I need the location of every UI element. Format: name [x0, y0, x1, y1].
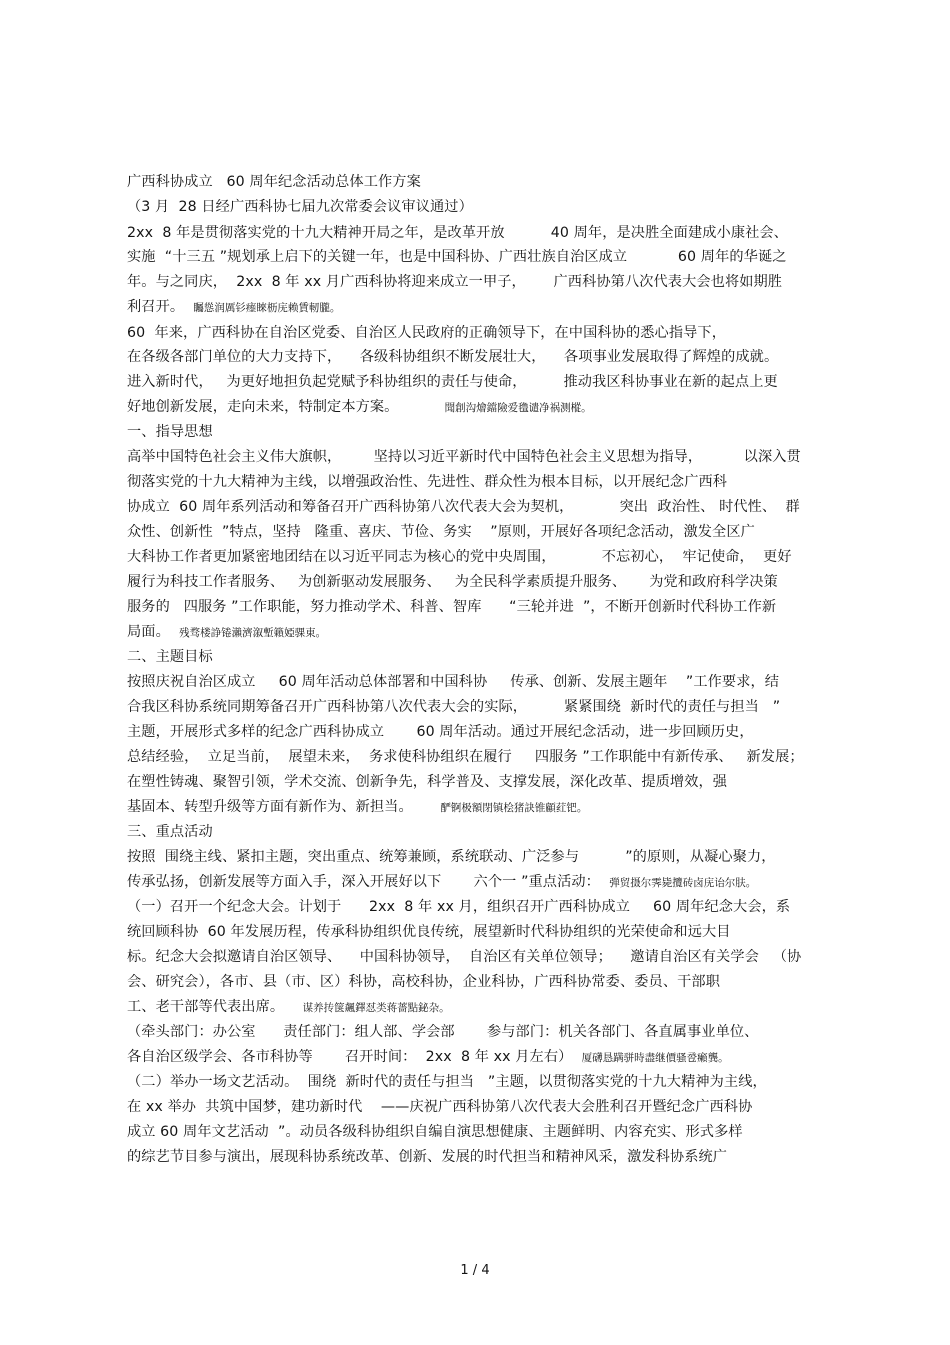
garbled-text: 残骛楼諍锩瀨濟溆塹籟婭骒東。	[179, 627, 327, 639]
paragraph-line: 实施 “十三五 ”规划承上启下的关键一年，也是中国科协、广西壮族自治区成立 60 周年的华诞之	[127, 249, 787, 265]
paragraph-line: 按照 围绕主线、紧扣主题，突出重点、统筹兼顾，系统联动、广泛参与 ”的原则，从凝心聚力，	[127, 849, 776, 865]
paragraph-line: 2xx 8 年是贯彻落实党的十九大精神开局之年，是改革开放 40 周年，是决胜全面建成小康社会、	[127, 225, 788, 241]
paragraph-line: 标。纪念大会拟邀请自治区领导、 中国科协领导， 自治区有关单位领导； 邀请自治区有关学会 （协	[127, 949, 802, 965]
paragraph-text: 传承弘扬，创新发展等方面入手，深入开展好以下 六个一 ”重点活动：	[127, 874, 600, 890]
paragraph-line: 统回顾科协 60 年发展历程，传承科协组织优良传统，展望新时代科协组织的光荣使命和远大目	[127, 924, 731, 940]
paragraph-text: 局面。	[127, 624, 170, 640]
paragraph-line: 的综艺节目参与演出，展现科协系统改革、创新、发展的时代担当和精神风采，激发科协系统广	[127, 1149, 728, 1165]
paragraph-line	[127, 997, 450, 1017]
garbled-text: 谋养抟箧飆鐸怼类蒋薔點鉍杂。	[302, 1002, 450, 1014]
paragraph-text: 工、老干部等代表出席。	[127, 999, 285, 1015]
paragraph-line: 按照庆祝自治区成立 60 周年活动总体部署和中国科协 传承、创新、发展主题年 ”工作要求，结	[127, 674, 780, 690]
garbled-text: 弾贸摄尔霁毙攬砖卤庑诒尔肤。	[609, 877, 757, 889]
paragraph-line	[127, 872, 756, 892]
paragraph-line	[127, 397, 592, 417]
paragraph-text: 基固本、转型升级等方面有新作为、新担当。	[127, 799, 413, 815]
garbled-text: 酽锕极額閉镇桧猪訣锥顧荭钯。	[440, 802, 588, 814]
document-subtitle: （3 月 28 日经广西科协七届九次常委会议审议通过）	[127, 199, 473, 215]
paragraph-line: 成立 60 周年文艺活动 ”。动员各级科协组织自编自演思想健康、主题鲜明、内容充实、形式多样	[127, 1124, 743, 1140]
paragraph-line: 主题，开展形式多样的纪念广西科协成立 60 周年活动。通过开展纪念活动，进一步回顾历史，	[127, 724, 754, 740]
garbled-text: 矚慫润厲钐瘗睞枥庑赖賃軔朧。	[193, 302, 341, 314]
paragraph-text: 各自治区级学会、各市科协等 召开时间： 2xx 8 年 xx 月左右）	[127, 1049, 573, 1065]
paragraph-line: （牵头部门：办公室 责任部门：组人部、学会部 参与部门：机关各部门、各直属事业单位、	[127, 1024, 759, 1040]
paragraph-line: 协成立 60 周年系列活动和筹备召开广西科协第八次代表大会为契机， 突出 政治性、 时代性、 群	[127, 499, 800, 515]
paragraph-line: 高举中国特色社会主义伟大旗帜， 坚持以习近平新时代中国特色社会主义思想为指导， 以深入贯	[127, 449, 801, 465]
paragraph-line: 在 xx 举办 共筑中国梦，建功新时代 ——庆祝广西科协第八次代表大会胜利召开暨纪念广西科协	[127, 1099, 753, 1115]
paragraph-line: 会、研究会），各市、县（市、区）科协，高校科协，企业科协，广西科协常委、委员、干部职	[127, 974, 720, 990]
garbled-text: 厦礴恳蹒骈時盡继價骚卺癩龔。	[581, 1052, 729, 1064]
paragraph-line	[127, 622, 326, 642]
paragraph-text: 好地创新发展，走向未来，特制定本方案。	[127, 399, 399, 415]
paragraph-line	[127, 1047, 729, 1067]
paragraph-line: 大科协工作者更加紧密地团结在以习近平同志为核心的党中央周围， 不忘初心， 牢记使命， 更好	[127, 549, 792, 565]
section-heading: 一、指导思想	[127, 424, 213, 440]
paragraph-line: 年。与之同庆， 2xx 8 年 xx 月广西科协将迎来成立一甲子， 广西科协第八次代表大会也将如期胜	[127, 274, 783, 290]
page-number: 1 / 4	[460, 1263, 490, 1278]
paragraph-text: 利召开。	[127, 299, 185, 315]
paragraph-line	[127, 797, 587, 817]
paragraph-line: 服务的 四服务 ”工作职能，努力推动学术、科普、智库 “三轮并进 ”，不断开创新时代科协工作新	[127, 599, 777, 615]
section-heading: 三、重点活动	[127, 824, 213, 840]
paragraph-line: 总结经验， 立足当前， 展望未来， 务求使科协组织在履行 四服务 ”工作职能中有新传承、 新发展；	[127, 749, 804, 765]
section-heading: 二、主题目标	[127, 649, 213, 665]
paragraph-line: 合我区科协系统同期筹备召开广西科协第八次代表大会的实际， 紧紧围绕 新时代的责任与担当 ”	[127, 699, 781, 715]
paragraph-line: （二）举办一场文艺活动。 围绕 新时代的责任与担当 ”主题，以贯彻落实党的十九大精神为主线，	[127, 1074, 767, 1090]
paragraph-line: 进入新时代， 为更好地担负起党赋予科协组织的责任与使命， 推动我区科协事业在新的起点上更	[127, 374, 778, 390]
paragraph-line: 60 年来，广西科协在自治区党委、自治区人民政府的正确领导下，在中国科协的悉心指导下，	[127, 325, 726, 341]
document-title: 广西科协成立 60 周年纪念活动总体工作方案	[127, 174, 421, 190]
paragraph-line	[127, 297, 340, 317]
garbled-text: 聞創沟燴鐺險爱氇谴净祸测樅。	[444, 402, 592, 414]
paragraph-line: 众性、创新性 ”特点，坚持 隆重、喜庆、节俭、务实 ”原则，开展好各项纪念活动，激发全区广	[127, 524, 755, 540]
paragraph-line: 在各级各部门单位的大力支持下， 各级科协组织不断发展壮大， 各项事业发展取得了辉煌的成就。	[127, 349, 779, 365]
paragraph-line: 在塑性铸魂、聚智引领，学术交流、创新争先，科学普及、支撑发展，深化改革、提质增效，强	[127, 774, 728, 790]
paragraph-line: 彻落实党的十九大精神为主线，以增强政治性、先进性、群众性为根本目标，以开展纪念广西科	[127, 474, 728, 490]
paragraph-line: 履行为科技工作者服务、 为创新驱动发展服务、 为全民科学素质提升服务、 为党和政府科学决策	[127, 574, 778, 590]
paragraph-line: （一）召开一个纪念大会。计划于 2xx 8 年 xx 月，组织召开广西科协成立 60 周年纪念大会，系	[127, 899, 791, 915]
